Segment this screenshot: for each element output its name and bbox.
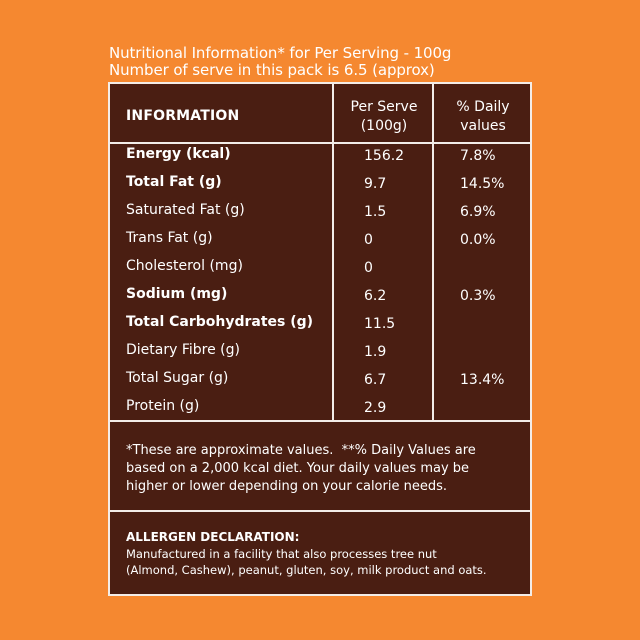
- column-header-daily-values: [436, 98, 530, 136]
- row-per-serve: 0: [364, 260, 373, 276]
- row-per-serve: 11.5: [364, 316, 396, 332]
- row-daily-value: 7.8%: [460, 148, 496, 164]
- row-label: Trans Fat (g): [126, 230, 213, 246]
- row-label: Cholesterol (mg): [126, 258, 243, 274]
- table-row: [110, 254, 530, 282]
- row-per-serve: 6.2: [364, 288, 387, 304]
- disclaimer-line: higher or lower depending on your calorie needs.: [126, 479, 447, 494]
- column-header-information: INFORMATION: [126, 108, 240, 124]
- column-header-daily-values-line2: values: [460, 118, 506, 134]
- disclaimer-line: *These are approximate values. **% Daily Values are: [126, 443, 476, 458]
- table-row: [110, 226, 530, 254]
- nutrition-table: [108, 82, 532, 422]
- allergen-line: (Almond, Cashew), peanut, gluten, soy, milk product and oats.: [126, 563, 487, 577]
- table-row: [110, 310, 530, 338]
- row-label: Dietary Fibre (g): [126, 342, 240, 358]
- row-per-serve: 2.9: [364, 400, 387, 416]
- row-label: Total Sugar (g): [126, 370, 229, 386]
- row-daily-value: 0.0%: [460, 232, 496, 248]
- disclaimer-line: based on a 2,000 kcal diet. Your daily values may be: [126, 461, 470, 476]
- column-header-per-serve: [336, 98, 432, 136]
- table-row: [110, 394, 530, 422]
- table-row: [110, 366, 530, 394]
- row-per-serve: 1.5: [364, 204, 387, 220]
- allergen-box: [108, 510, 532, 596]
- row-label: Saturated Fat (g): [126, 202, 245, 218]
- row-daily-value: 14.5%: [460, 176, 505, 192]
- table-row: [110, 198, 530, 226]
- row-per-serve: 9.7: [364, 176, 387, 192]
- row-label: Sodium (mg): [126, 286, 228, 302]
- row-per-serve: 6.7: [364, 372, 387, 388]
- table-row: [110, 338, 530, 366]
- table-row: [110, 282, 530, 310]
- serve-count-heading: Number of serve in this pack is 6.5 (approx): [109, 61, 435, 79]
- disclaimer-box: [108, 420, 532, 512]
- allergen-line: Manufactured in a facility that also processes tree nut: [126, 547, 437, 561]
- row-label: Energy (kcal): [126, 146, 231, 162]
- disclaimer-text: [126, 442, 521, 496]
- row-daily-value: 6.9%: [460, 204, 496, 220]
- row-label: Total Fat (g): [126, 174, 222, 190]
- column-header-per-serve-line1: Per Serve: [350, 99, 418, 115]
- row-per-serve: 1.9: [364, 344, 387, 360]
- column-header-per-serve-line2: (100g): [360, 118, 408, 134]
- table-row: [110, 170, 530, 198]
- allergen-text: [126, 546, 526, 578]
- serving-info-heading: Nutritional Information* for Per Serving - 100g: [109, 44, 452, 62]
- row-per-serve: 0: [364, 232, 373, 248]
- row-label: Protein (g): [126, 398, 200, 414]
- row-label: Total Carbohydrates (g): [126, 314, 314, 330]
- table-row: [110, 142, 530, 170]
- row-per-serve: 156.2: [364, 148, 405, 164]
- row-daily-value: 13.4%: [460, 372, 505, 388]
- row-daily-value: 0.3%: [460, 288, 496, 304]
- allergen-title: ALLERGEN DECLARATION:: [126, 530, 300, 544]
- column-header-daily-values-line1: % Daily: [456, 99, 510, 115]
